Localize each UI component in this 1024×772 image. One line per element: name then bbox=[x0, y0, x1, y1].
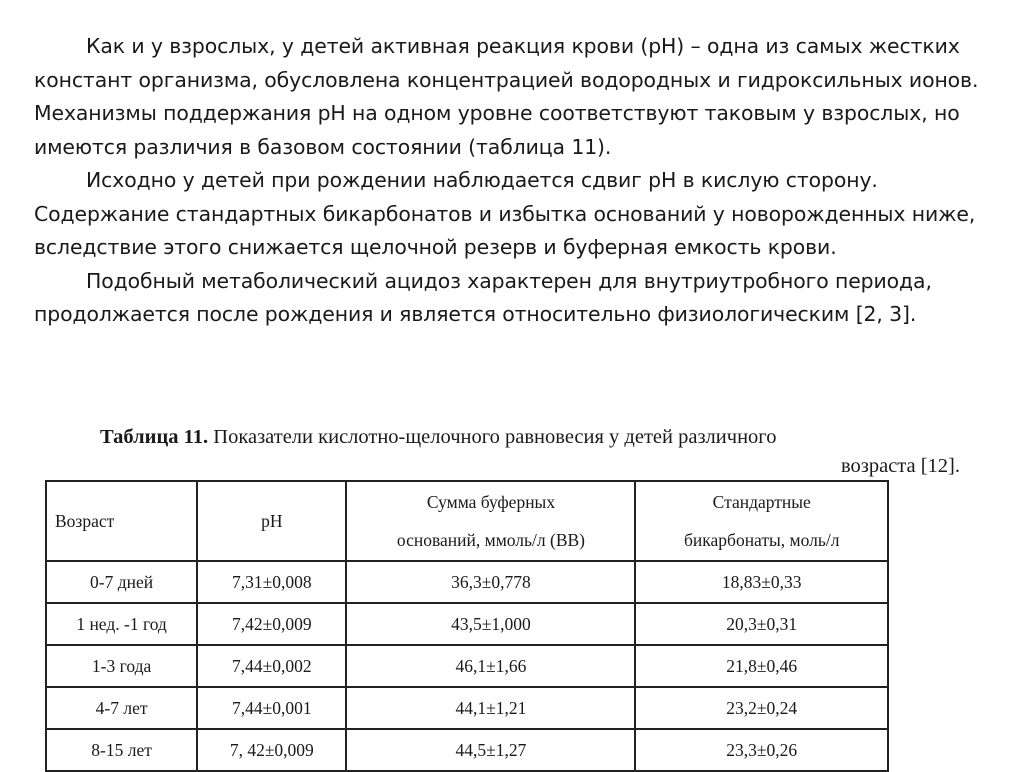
paragraph-2: Исходно у детей при рождении наблюдается сдвиг рН в кислую сторону. Содержание стандартных бикарбонатов и избытка оснований у новорожденных ниже, вследствие этого снижается щелочной резерв и буферная емкость крови. bbox=[34, 168, 976, 259]
cell-bicarb: 23,3±0,26 bbox=[635, 729, 888, 771]
cell-age: 0-7 дней bbox=[46, 561, 197, 603]
cell-ph: 7,42±0,009 bbox=[197, 603, 346, 645]
caption-label: Таблица 11. bbox=[100, 426, 209, 448]
table-row bbox=[46, 687, 888, 729]
cell-bicarb: 20,3±0,31 bbox=[635, 603, 888, 645]
cell-age: 4-7 лет bbox=[46, 687, 197, 729]
cell-age: 8-15 лет bbox=[46, 729, 197, 771]
cell-buffer: 44,1±1,21 bbox=[346, 687, 635, 729]
header-ph: pH bbox=[197, 481, 346, 561]
table-row bbox=[46, 603, 888, 645]
cell-bicarb: 21,8±0,46 bbox=[635, 645, 888, 687]
header-age: Возраст bbox=[46, 481, 197, 561]
cell-buffer: 43,5±1,000 bbox=[346, 603, 635, 645]
paragraph-1: Как и у взрослых, у детей активная реакция крови (рН) – одна из самых жестких констант организма, обусловлена концентрацией водородных и гидроксильных ионов. Механизмы поддержания рН на одном уровне соответствуют таковым у взрослых, но имеются различия в базовом состоянии (таблица 11). bbox=[34, 34, 979, 159]
header-standard-bicarbonates bbox=[635, 481, 888, 561]
cell-age: 1 нед. -1 год bbox=[46, 603, 197, 645]
header-bicarb-line-2: бикарбонаты, моль/л bbox=[684, 530, 840, 550]
header-bicarb-line-1: Стандартные bbox=[712, 492, 811, 512]
cell-ph: 7,44±0,001 bbox=[197, 687, 346, 729]
cell-buffer: 46,1±1,66 bbox=[346, 645, 635, 687]
acid-base-table bbox=[45, 480, 889, 772]
table-caption bbox=[100, 423, 960, 481]
table-row bbox=[46, 729, 888, 771]
cell-ph: 7,31±0,008 bbox=[197, 561, 346, 603]
header-buffer-line-1: Сумма буферных bbox=[426, 492, 556, 512]
body-text bbox=[34, 30, 1019, 332]
cell-buffer: 36,3±0,778 bbox=[346, 561, 635, 603]
caption-text: Показатели кислотно-щелочного равновесия у детей различного bbox=[213, 426, 777, 448]
cell-bicarb: 23,2±0,24 bbox=[635, 687, 888, 729]
header-buffer-line-2: оснований, ммоль/л (BB) bbox=[396, 530, 585, 550]
table-row bbox=[46, 561, 888, 603]
cell-buffer: 44,5±1,27 bbox=[346, 729, 635, 771]
caption-tail: возраста [12]. bbox=[840, 455, 960, 477]
table-header-row bbox=[46, 481, 888, 561]
cell-ph: 7,44±0,002 bbox=[197, 645, 346, 687]
table-row bbox=[46, 645, 888, 687]
cell-ph: 7, 42±0,009 bbox=[197, 729, 346, 771]
header-buffer-bases bbox=[346, 481, 635, 561]
paragraph-3: Подобный метаболический ацидоз характерен для внутриутробного периода, продолжается после рождения и является относительно физиологическим [2, 3]. bbox=[34, 268, 932, 326]
cell-bicarb: 18,83±0,33 bbox=[635, 561, 888, 603]
cell-age: 1-3 года bbox=[46, 645, 197, 687]
